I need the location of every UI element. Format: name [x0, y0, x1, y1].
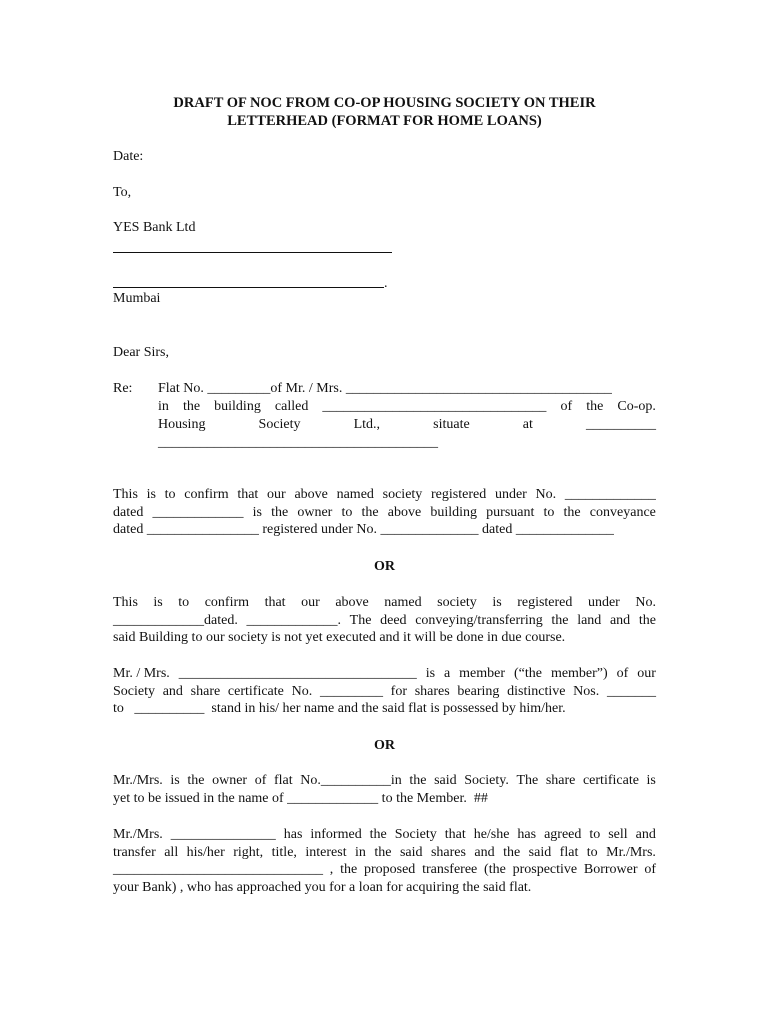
word: and [474, 844, 495, 860]
word: Co-op. [617, 399, 656, 414]
word: Mr./Mrs. [113, 827, 163, 842]
title-line-1: DRAFT OF NOC FROM CO-OP HOUSING SOCIETY ON THEIR [173, 95, 596, 111]
word: Society [394, 827, 437, 842]
word: the [586, 399, 604, 414]
word: Housing [158, 417, 206, 432]
word: Borrower [583, 862, 638, 877]
word: title, [271, 844, 297, 860]
word: is [646, 773, 656, 788]
word: land [577, 612, 602, 628]
word: above [335, 595, 369, 610]
para3-row-1 [113, 665, 656, 683]
word: the [503, 844, 521, 860]
bank-name: YES Bank Ltd [113, 220, 196, 235]
re-row-3 [158, 416, 656, 434]
word: Mr. / Mrs. [113, 666, 170, 681]
word: flat [559, 844, 579, 860]
word: that [264, 595, 286, 610]
word: called [274, 399, 309, 414]
word: (“the [514, 666, 542, 681]
word: share [545, 773, 576, 788]
word: deed [380, 612, 407, 628]
word: named [336, 487, 374, 502]
or-separator-1: OR [374, 559, 395, 574]
word: of [254, 773, 267, 788]
word: pursuant [486, 504, 535, 520]
word: under [587, 595, 620, 610]
re-row-2 [158, 398, 656, 416]
word: _____________dated. [113, 612, 238, 628]
salutation: Dear Sirs, [113, 345, 169, 360]
word: ______________________________ [113, 862, 323, 877]
word: No. [535, 487, 557, 502]
date-label: Date: [113, 149, 144, 164]
word: transfer [113, 844, 156, 860]
word: has [283, 827, 303, 842]
word: the [563, 504, 581, 520]
word: dated [113, 504, 144, 520]
para5-row-1 [113, 826, 656, 844]
word: that [444, 827, 466, 842]
re-label: Re: [113, 381, 133, 396]
word: is [252, 504, 262, 520]
title-line-2: LETTERHEAD (FORMAT FOR HOME LOANS) [227, 113, 542, 129]
word: society [437, 595, 477, 610]
word: _______________ [170, 827, 276, 842]
para2-row-3: said Building to our society is not yet executed and it will be done in due course. [113, 630, 566, 645]
word: sell [608, 827, 628, 842]
word: our [637, 666, 656, 681]
word: at [522, 417, 533, 432]
word: building [430, 504, 478, 520]
word: situate [433, 417, 470, 432]
para5-row-2 [113, 844, 656, 862]
word: __________ [585, 417, 656, 432]
word: ________________________________ [322, 399, 547, 414]
word: Mr./Mrs. [606, 844, 656, 860]
word: to [178, 595, 190, 610]
address-line-1 [113, 252, 392, 253]
word: in [355, 844, 366, 860]
word: No. [291, 683, 313, 699]
re-row-4: ________________________________________ [158, 435, 438, 450]
word: of [644, 862, 656, 877]
word: proposed [363, 862, 416, 877]
address-line-2 [113, 287, 384, 288]
word: Mr./Mrs. [113, 773, 163, 788]
word: No.__________in [300, 773, 402, 788]
word: said [434, 773, 457, 788]
word: to [589, 827, 601, 842]
word: certificate [582, 773, 639, 788]
word: member [459, 666, 506, 681]
word: is [425, 666, 436, 681]
word: all [164, 844, 179, 860]
word: in [158, 399, 169, 414]
word: right, [233, 844, 264, 860]
word: , [329, 862, 334, 877]
para1-row-1 [113, 486, 656, 504]
word: This [113, 595, 138, 610]
word: _________ [319, 683, 383, 699]
word: and [609, 612, 631, 628]
word: Ltd., [353, 417, 381, 432]
word: __________________________________ [178, 666, 417, 681]
word: This [113, 487, 138, 502]
word: the [551, 612, 569, 628]
word: conveyance [589, 504, 656, 520]
word: Nos. [573, 683, 600, 699]
document-title [113, 94, 656, 130]
word: to [341, 504, 353, 520]
word: Society [113, 683, 155, 699]
word: prospective [512, 862, 578, 877]
word: to [543, 504, 555, 520]
word: member”) [550, 666, 608, 681]
word: Society [258, 417, 301, 432]
word: our [301, 595, 320, 610]
word: is [492, 595, 502, 610]
word: of [616, 666, 629, 681]
paragraph-transfer [113, 826, 656, 896]
para1-row-2 [113, 504, 656, 522]
word: of [560, 399, 573, 414]
word: to [586, 844, 598, 860]
word: bearing [457, 683, 500, 699]
word: is [146, 487, 156, 502]
word: the [638, 612, 656, 628]
word: shares [414, 683, 450, 699]
word: our [267, 487, 286, 502]
word: building [214, 399, 261, 414]
word: the [271, 504, 289, 520]
word: the [187, 773, 205, 788]
word: that [237, 487, 259, 502]
para3-row-3: to __________ stand in his/ her name and the said flat is possessed by him/her. [113, 701, 566, 716]
word: and [635, 827, 656, 842]
word: transferee [422, 862, 478, 877]
paragraph-member [113, 665, 656, 718]
word: the [409, 773, 427, 788]
word: named [384, 595, 422, 610]
para4-row-2: yet to be issued in the name of _____________ to the Member. ## [113, 790, 488, 806]
word: confirm [184, 487, 229, 502]
word: under [494, 487, 527, 502]
word: the [369, 827, 387, 842]
or-separator-2: OR [374, 738, 395, 753]
word: and [162, 683, 183, 699]
word: agreed [544, 827, 582, 842]
para1-row-3: dated ________________ registered under No. ______________ dated ______________ [113, 522, 614, 537]
para3-row-2 [113, 683, 656, 701]
word: registered [517, 595, 573, 610]
word: interest [305, 844, 347, 860]
word: owner [212, 773, 248, 788]
city-name: Mumbai [113, 291, 161, 306]
word: _____________ [564, 487, 656, 502]
word: is [170, 773, 180, 788]
re-subject [158, 380, 656, 452]
para2-row-2 [113, 612, 656, 630]
word: owner [297, 504, 333, 520]
paragraph-registration [113, 486, 656, 539]
word: is [153, 595, 163, 610]
word: to [164, 487, 176, 502]
word: _____________ [152, 504, 244, 520]
word: _____________. [246, 612, 341, 628]
word: has [517, 827, 537, 842]
word: The [516, 773, 539, 788]
word: flat [273, 773, 293, 788]
word: Flat No. _________of Mr. / Mrs. ______________________________________ [158, 381, 612, 396]
word: conveying/transferring [415, 612, 543, 628]
word: The [349, 612, 372, 628]
word: share [190, 683, 221, 699]
word: said [528, 844, 552, 860]
paragraph-conveyance [113, 594, 656, 647]
to-label: To, [113, 185, 132, 200]
word: Society. [464, 773, 509, 788]
word: the [374, 844, 392, 860]
paragraph-owner [113, 772, 656, 807]
word: No. [635, 595, 656, 610]
word: the [340, 862, 358, 877]
para5-row-3 [113, 861, 656, 879]
re-row-1 [158, 380, 656, 398]
word: certificate [227, 683, 284, 699]
word: informed [310, 827, 362, 842]
word: society [382, 487, 423, 502]
word: for [390, 683, 407, 699]
word: a [444, 666, 451, 681]
para2-row-1 [113, 594, 656, 612]
word: distinctive [507, 683, 566, 699]
address-line-dot: . [384, 276, 388, 291]
para4-row-1 [113, 772, 656, 790]
word: registered [431, 487, 487, 502]
word: shares [430, 844, 466, 860]
word: confirm [204, 595, 250, 610]
word: above [387, 504, 422, 520]
word: he/she [473, 827, 510, 842]
word: _______ [606, 683, 656, 699]
para5-row-4: your Bank) , who has approached you for a loan for acquiring the said flat. [113, 879, 532, 895]
word: said [399, 844, 423, 860]
word: (the [484, 862, 506, 877]
word: the [182, 399, 201, 414]
word: the [361, 504, 379, 520]
word: his/her [186, 844, 225, 860]
word: above [294, 487, 328, 502]
